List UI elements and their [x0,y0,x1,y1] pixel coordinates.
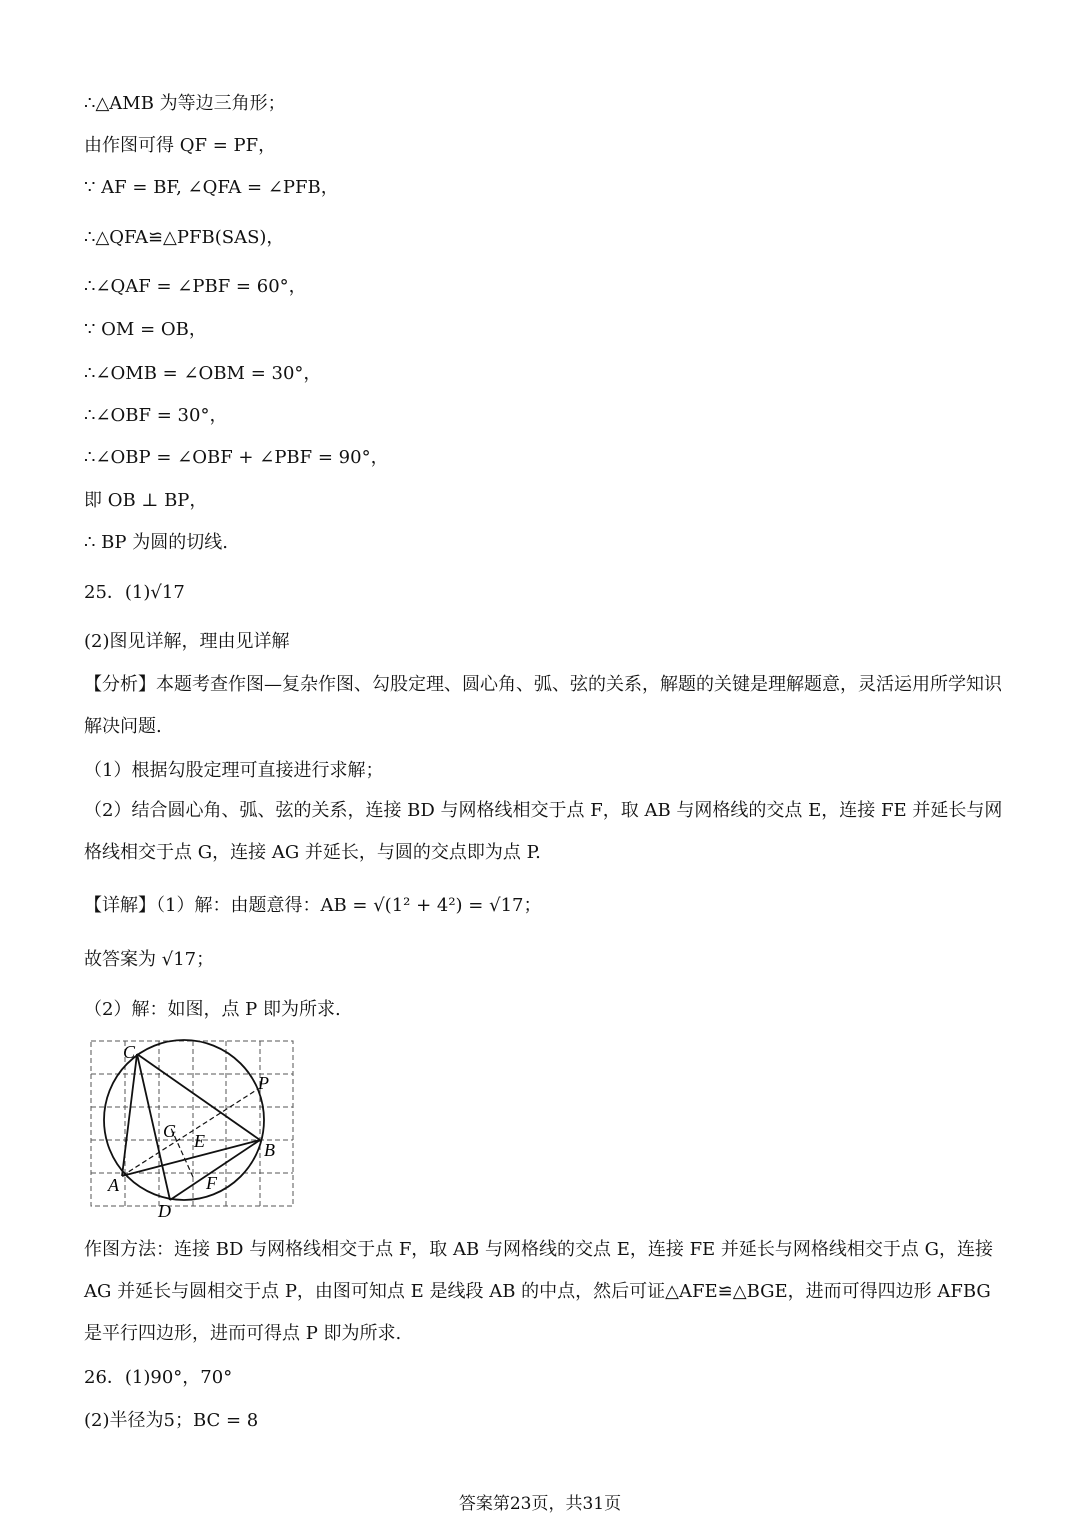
proof-line: ∴∠OBP = ∠OBF + ∠PBF = 90°， [84,447,389,468]
proof-line: ∴△QFA≌△PFB(SAS)， [84,227,285,248]
proof-line: ∵ OM = OB， [84,319,207,340]
dashed-segments [122,1089,258,1177]
proof-line: 由作图可得 QF = PF， [84,135,277,156]
label-G: G [163,1121,176,1141]
proof-line: ∴∠OMB = ∠OBM = 30°， [84,363,322,384]
proof-line: ∴△AMB 为等边三角形； [84,93,286,114]
proof-line: ∴∠OBF = 30°， [84,405,228,426]
q25-step-2: （2）结合圆心角、弧、弦的关系，连接 BD 与网格线相交于点 F，取 AB 与网格线的交点 E，连接 FE 并延长与网格线相交于点 G，连接 AG 并延长，与圆的交点即为点 P. [84,800,1003,863]
label-C: C [123,1042,136,1062]
q25-answer-1: 25．(1)√17 [84,582,185,603]
proof-line: 即 OB ⊥ BP， [84,490,208,511]
label-D: D [158,1201,171,1220]
label-P: P [258,1073,269,1093]
q25-step-1: （1）根据勾股定理可直接进行求解； [84,760,384,781]
label-E: E [194,1131,205,1151]
q25-detail-2: 故答案为 √17； [84,949,215,970]
geometry-figure [82,1034,302,1220]
grid [91,1041,293,1206]
q26-answer-2: (2)半径为5；BC = 8 [84,1410,259,1431]
q25-detail-3: （2）解：如图，点 P 即为所求. [84,999,341,1020]
label-F: F [206,1173,217,1193]
label-A: A [108,1175,119,1195]
proof-line: ∴ BP 为圆的切线. [84,532,228,553]
label-B: B [264,1140,275,1160]
q25-detail-1: 【详解】（1）解：由题意得：AB = √(1² + 4²) = √17； [84,895,542,916]
q25-analysis: 【分析】本题考查作图—复杂作图、勾股定理、圆心角、弧、弦的关系，解题的关键是理解题意，灵活运用所学知识解决问题. [84,674,1002,737]
proof-line: ∴∠QAF = ∠PBF = 60°， [84,276,307,297]
q26-answer-1: 26．(1)90°，70° [84,1367,233,1388]
page-footer: 答案第23页，共31页 [458,1494,622,1514]
q25-method: 作图方法：连接 BD 与网格线相交于点 F，取 AB 与网格线的交点 E，连接 FE 并延长与网格线相交于点 G，连接 AG 并延长与圆相交于点 P，由图可知点 E 是线段 AB 的中点，然后可证△AFE≌△BGE，进而可得四边形 AFBG 是平行四边形，进而可得点 P 即为所求. [84,1239,994,1344]
proof-line: ∵ AF = BF, ∠QFA = ∠PFB， [84,177,339,198]
q25-answer-2: (2)图见详解，理由见详解 [84,631,290,652]
